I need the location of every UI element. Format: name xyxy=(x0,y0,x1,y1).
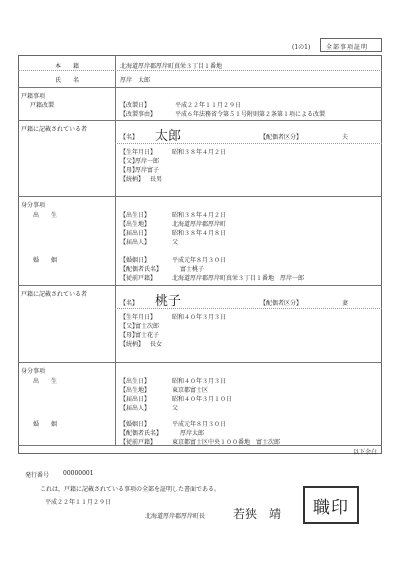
person1-info-key: 【母】 xyxy=(120,167,139,174)
issue-date: 平成２２年１１月２９日 xyxy=(45,499,112,506)
person2-marriage-val: 東京都富士区中央１００番地 富士次郎 xyxy=(172,439,281,446)
person1-info-val: 厚岸富子 xyxy=(135,167,160,174)
person1-spouse-key: 【配偶者区分】 xyxy=(260,134,303,141)
person2-name: 桃子 xyxy=(155,294,182,309)
person2-info-key: 【続柄】 xyxy=(120,341,145,348)
shimei-value: 厚岸 太郎 xyxy=(120,77,151,84)
person1-name: 太郎 xyxy=(155,129,182,144)
person2-info-key: 【母】 xyxy=(120,332,139,339)
person2-birth-key: 【届出日】 xyxy=(120,396,151,403)
person1-birth-key: 【届出日】 xyxy=(120,230,151,237)
person1-marriage-val: 北海道厚岸郡厚岸町真栄３丁目１番地 厚岸一郎 xyxy=(172,275,305,282)
person2-info-val: 富士次郎 xyxy=(135,323,160,330)
person1-marriage-key: 【従前戸籍】 xyxy=(120,275,157,282)
person2-marriage-key: 【配偶者氏名】 xyxy=(120,430,163,437)
cert-type: 全部事項証明 xyxy=(326,44,369,51)
page-count: (1の1) xyxy=(292,44,311,51)
koseki-line-key: 【改製事由】 xyxy=(120,111,157,118)
person1-info-key: 【続柄】 xyxy=(120,176,145,183)
person1-birth-label: 出 生 xyxy=(33,212,58,219)
person2-marriage-key: 【従前戸籍】 xyxy=(120,439,157,446)
person2-marriage-val: 平成元年８月３０日 xyxy=(172,421,227,428)
koseki-line-key: 【改製日】 xyxy=(120,102,151,109)
mayor-name: 若狭 靖 xyxy=(233,507,282,521)
person1-marriage-label: 婚 姻 xyxy=(33,257,58,264)
person2-info-val: 長女 xyxy=(150,341,163,348)
column-divider xyxy=(115,55,116,445)
person2-birth-val: 昭和４０年３月１０日 xyxy=(172,396,233,403)
person2-label: 戸籍に記載されている者 xyxy=(21,291,88,298)
end-of-record: 以下余白 xyxy=(353,449,378,456)
person1-birth-val: 昭和３８年４月８日 xyxy=(172,230,227,237)
person1-marriage-key: 【配偶者氏名】 xyxy=(120,266,163,273)
honseki-value: 北海道厚岸郡厚岸町真栄３丁目１番地 xyxy=(120,63,223,70)
person1-marriage-val: 富士桃子 xyxy=(180,266,205,273)
person1-info-key: 【父】 xyxy=(120,158,139,165)
person2-marriage-key: 【婚姻日】 xyxy=(120,421,151,428)
person2-birth-label: 出 生 xyxy=(33,378,58,385)
person2-marriage-val: 厚岸太郎 xyxy=(180,430,205,437)
official-seal-stamp xyxy=(303,486,359,524)
person1-marriage-key: 【婚姻日】 xyxy=(120,257,151,264)
person1-birth-val: 北海道厚岸郡厚岸町 xyxy=(172,221,227,228)
certification-statement: これは，戸籍に記載されている事項の全部を証明した書面である。 xyxy=(40,486,221,493)
person1-spouse-val: 夫 xyxy=(342,134,349,141)
koseki-line-val: 平成２２年１１月２９日 xyxy=(175,102,242,109)
person2-birth-key: 【出生日】 xyxy=(120,378,151,385)
person1-birth-key: 【出生日】 xyxy=(120,212,151,219)
person1-birth-val: 昭和３８年４月２日 xyxy=(172,212,227,219)
person1-mibun-label: 身分事項 xyxy=(21,202,46,209)
person2-spouse-key: 【配偶者区分】 xyxy=(260,300,303,307)
person2-info-key: 【父】 xyxy=(120,323,139,330)
person2-info-val: 昭和４０年３月３日 xyxy=(172,314,227,321)
koseki-line-val: 平成６年法務省令第５１号附則第２条第１項による改製 xyxy=(175,111,326,118)
person1-info-val: 昭和３８年４月２日 xyxy=(172,149,227,156)
koseki-kaisei-label: 戸籍改製 xyxy=(30,102,55,109)
mayor-title: 北海道厚岸郡厚岸町長 xyxy=(145,513,206,520)
person1-info-val: 厚岸一郎 xyxy=(135,158,160,165)
person1-birth-key: 【出生地】 xyxy=(120,221,151,228)
person2-birth-key: 【出生地】 xyxy=(120,387,151,394)
person1-birth-val: 父 xyxy=(172,239,179,246)
koseki-label: 戸籍事項 xyxy=(21,93,46,100)
person2-spouse-val: 妻 xyxy=(342,300,349,307)
person2-info-key: 【生年月日】 xyxy=(120,314,157,321)
person1-marriage-val: 平成元年８月３０日 xyxy=(172,257,227,264)
person2-marriage-label: 婚 姻 xyxy=(33,421,58,428)
cert-type-box xyxy=(320,38,382,52)
honseki-label: 本 籍 xyxy=(55,63,80,70)
issue-number: 00000001 xyxy=(63,470,94,477)
stamp-text: 職印 xyxy=(313,497,349,518)
person2-name-key: 【名】 xyxy=(120,300,139,307)
issue-number-label: 発行番号 xyxy=(25,472,50,479)
person2-birth-val: 東京都富士区 xyxy=(172,387,209,394)
person2-birth-val: 父 xyxy=(172,405,179,412)
person1-label: 戸籍に記載されている者 xyxy=(21,126,88,133)
person1-info-val: 長男 xyxy=(150,176,163,183)
person1-birth-key: 【届出人】 xyxy=(120,239,151,246)
shimei-label: 氏 名 xyxy=(55,77,80,84)
person2-birth-key: 【届出人】 xyxy=(120,405,151,412)
person1-info-key: 【生年月日】 xyxy=(120,149,157,156)
person1-name-key: 【名】 xyxy=(120,134,139,141)
person2-birth-val: 昭和４０年３月３日 xyxy=(172,378,227,385)
person2-info-val: 富士花子 xyxy=(135,332,160,339)
person2-mibun-label: 身分事項 xyxy=(21,368,46,375)
